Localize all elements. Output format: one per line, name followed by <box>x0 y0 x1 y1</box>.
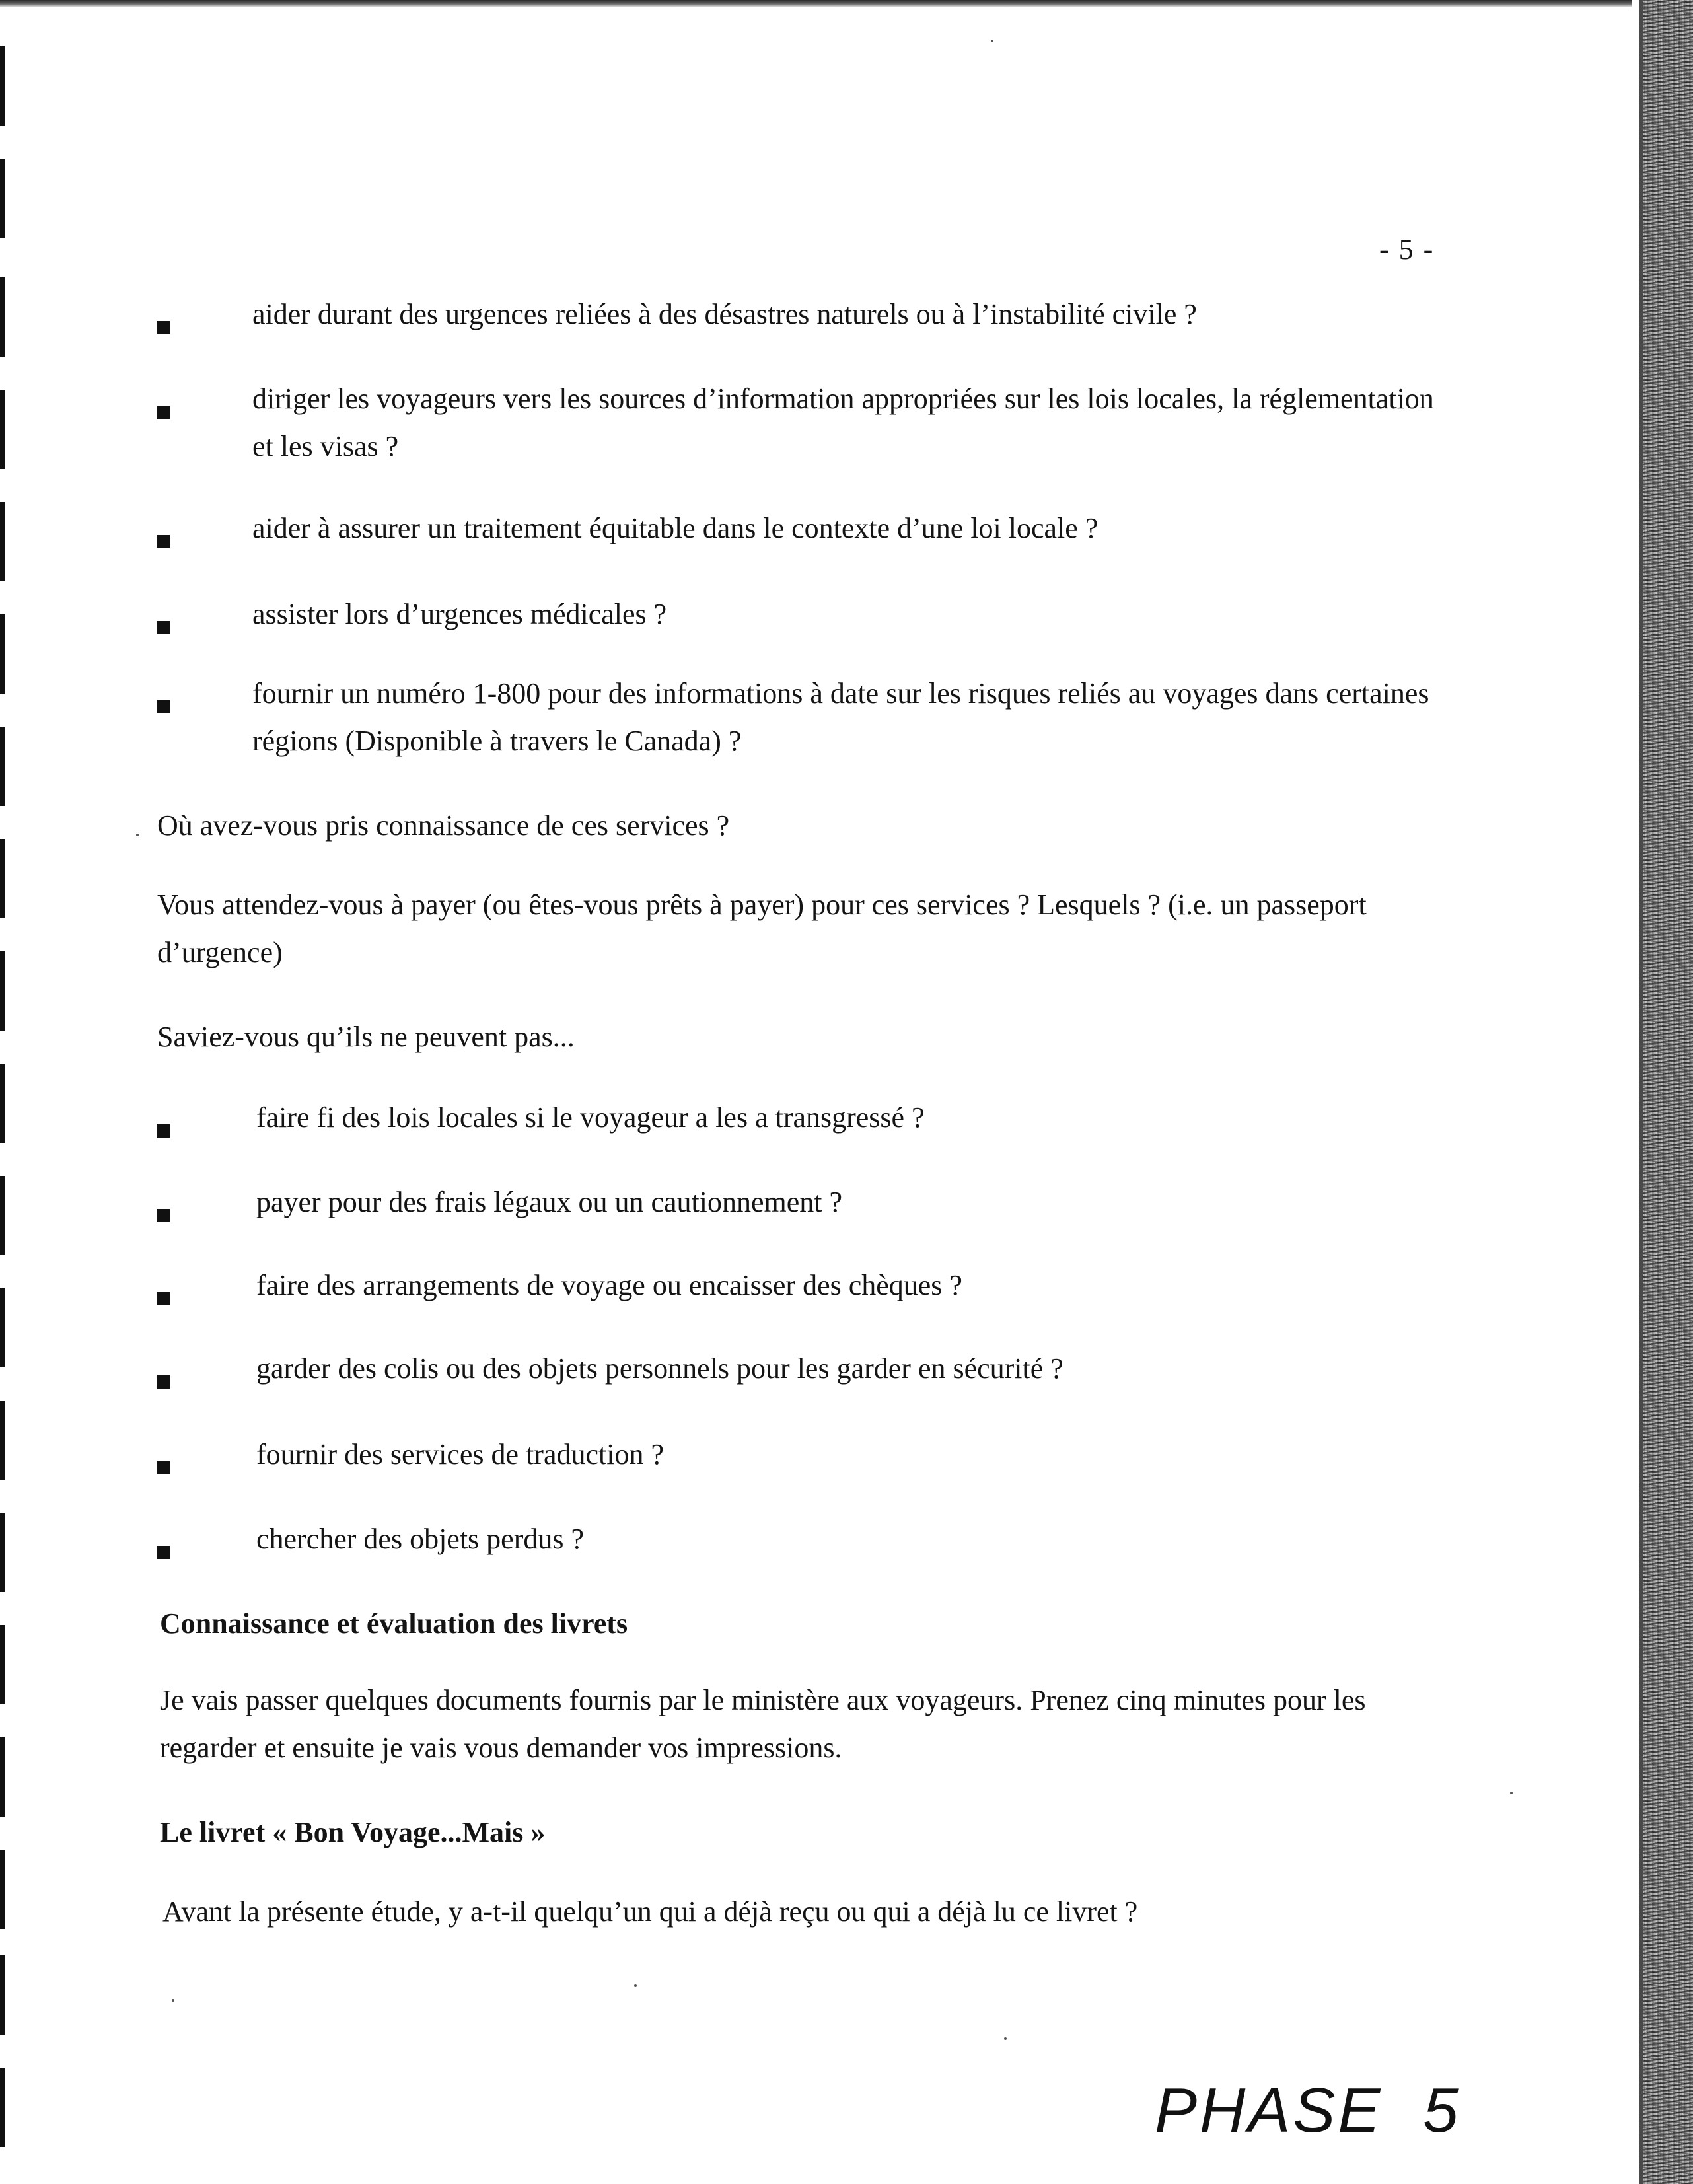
list-item-text: chercher des objets perdus ? <box>256 1523 585 1555</box>
footer-phase-label: PHASE 5 <box>1155 2075 1461 2146</box>
question-prior: Avant la présente étude, y a-t-il quelqu’un qui a déjà reçu ou qui a déjà lu ce livret ? <box>162 1895 1138 1928</box>
scan-speck <box>136 834 139 836</box>
list-item-text: fournir des services de traduction ? <box>256 1438 664 1471</box>
page-number: - 5 - <box>1379 233 1435 266</box>
list-item-text: assister lors d’urgences médicales ? <box>252 598 667 630</box>
square-bullet-icon <box>157 1209 170 1222</box>
list-item-text: garder des colis ou des objets personnels pour les garder en sécurité ? <box>256 1352 1063 1385</box>
section-heading-booklets: Connaissance et évaluation des livrets <box>160 1607 628 1640</box>
section-heading-bon-voyage: Le livret « Bon Voyage...Mais » <box>160 1816 546 1848</box>
scan-right-page-edge <box>1639 0 1693 2184</box>
paragraph-booklets: Je vais passer quelques documents fournis par le ministère aux voyageurs. Prenez cinq minutes pour les regarder et ensuite je vais vous demander vos impressions. <box>160 1684 1366 1764</box>
list-item-text: payer pour des frais légaux ou un cautionnement ? <box>256 1186 843 1218</box>
list-item-text: fournir un numéro 1-800 pour des informations à date sur les risques reliés au voyages dans certaines régions (Disponible à travers le Canada) ? <box>252 677 1429 757</box>
list-item-text: faire des arrangements de voyage ou encaisser des chèques ? <box>256 1269 962 1301</box>
question-where: Où avez-vous pris connaissance de ces services ? <box>157 809 730 842</box>
square-bullet-icon <box>157 535 170 548</box>
square-bullet-icon <box>157 1546 170 1559</box>
square-bullet-icon <box>157 700 170 713</box>
scan-speck <box>1004 2037 1007 2040</box>
list-item-text: faire fi des lois locales si le voyageur a les a transgressé ? <box>256 1101 925 1134</box>
scan-speck <box>991 40 993 42</box>
scan-speck <box>634 1984 637 1987</box>
square-bullet-icon <box>157 1292 170 1305</box>
scan-left-binding-marks <box>0 0 8 2184</box>
square-bullet-icon <box>157 321 170 334</box>
square-bullet-icon <box>157 1375 170 1389</box>
list-item-text: aider durant des urgences reliées à des désastres naturels ou à l’instabilité civile ? <box>252 298 1197 330</box>
square-bullet-icon <box>157 621 170 634</box>
scan-speck <box>1510 1792 1513 1794</box>
list-item-text: diriger les voyageurs vers les sources d’information appropriées sur les lois locales, la réglementation et les visas ? <box>252 382 1434 462</box>
question-cannot: Saviez-vous qu’ils ne peuvent pas... <box>157 1021 575 1053</box>
scan-speck <box>172 1999 174 2002</box>
scan-top-edge <box>0 0 1632 7</box>
question-pay: Vous attendez-vous à payer (ou êtes-vous prêts à payer) pour ces services ? Lesquels ? (i.e. un passeport d’urgence) <box>157 889 1367 968</box>
square-bullet-icon <box>157 1461 170 1474</box>
list-item-text: aider à assurer un traitement équitable dans le contexte d’une loi locale ? <box>252 512 1099 544</box>
square-bullet-icon <box>157 1124 170 1138</box>
square-bullet-icon <box>157 406 170 419</box>
